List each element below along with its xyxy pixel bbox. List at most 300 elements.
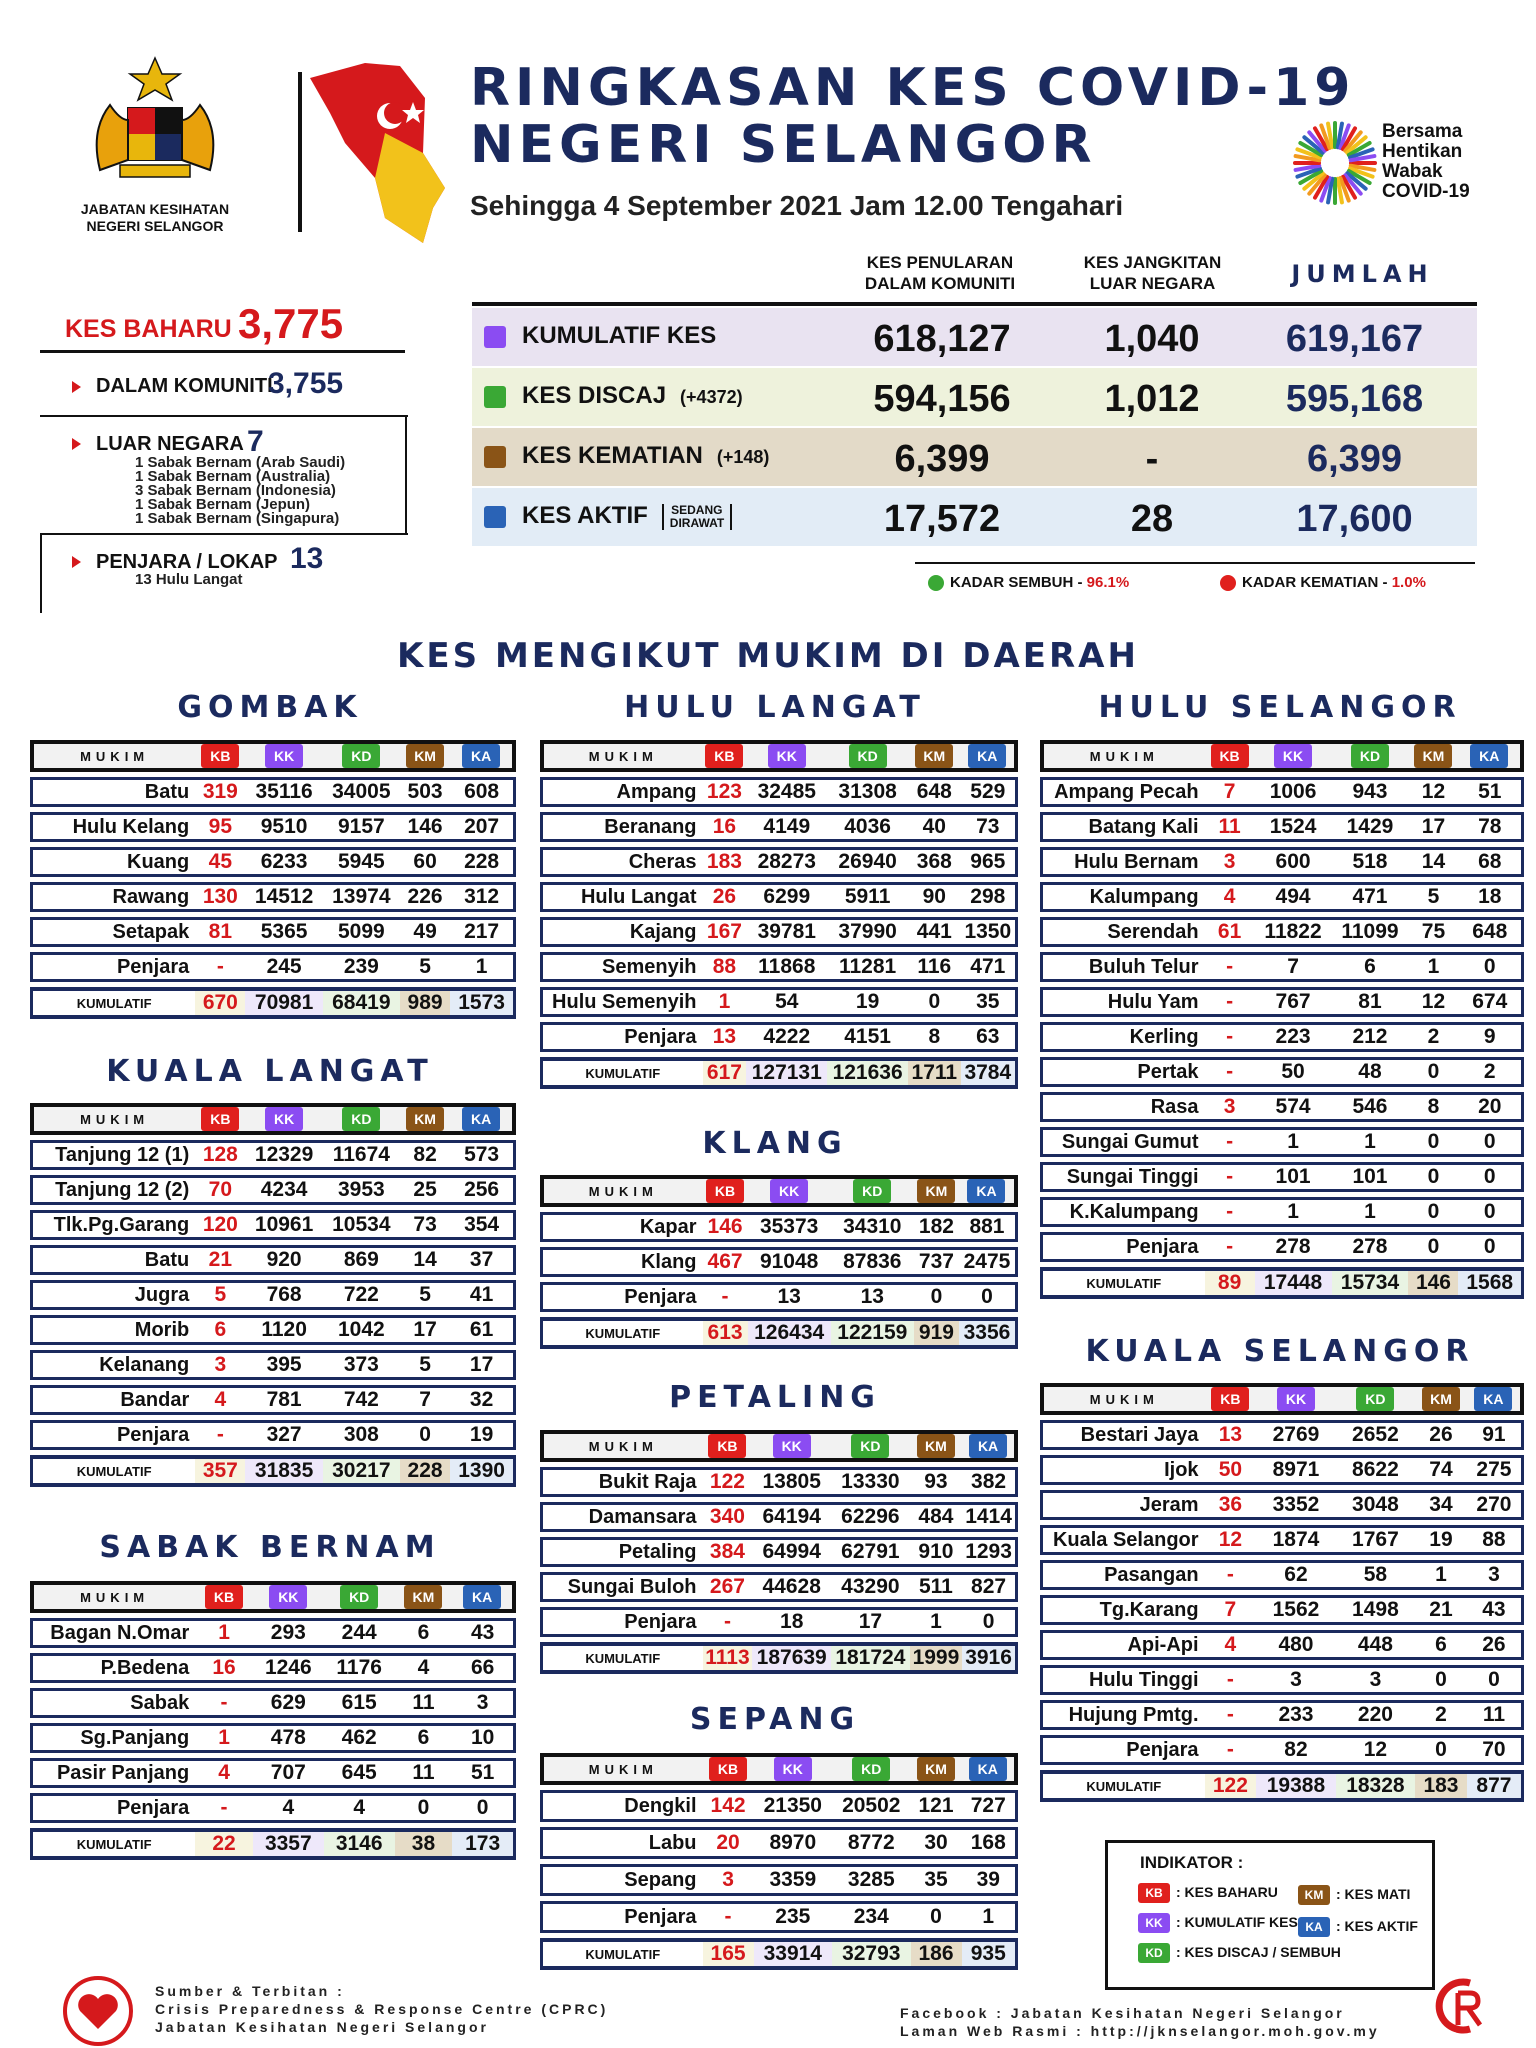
cell-kb: 319	[195, 777, 245, 807]
cell-kk: 4222	[746, 1022, 827, 1052]
cell-kk: 62	[1256, 1560, 1335, 1590]
table-row	[540, 1901, 1018, 1933]
header-ka: KA	[452, 1581, 516, 1613]
mukim-name: Morib	[30, 1315, 195, 1345]
total-row	[540, 1938, 1018, 1970]
mukim-name: Kerling	[1040, 1022, 1205, 1052]
cell-kb: 340	[703, 1502, 753, 1532]
table-row	[540, 987, 1018, 1017]
mukim-name: Tanjung 12 (2)	[30, 1175, 195, 1205]
cell-kk: 767	[1255, 987, 1332, 1017]
cell-km: 0	[1415, 1735, 1467, 1765]
cell-km: 93	[910, 1467, 962, 1497]
cell-kb: 3	[195, 1350, 245, 1380]
cell-kk: 3359	[754, 1864, 832, 1896]
cell-kd: 1176	[324, 1653, 395, 1683]
cell-km: 503	[400, 777, 450, 807]
mukim-name: Kelanang	[30, 1350, 195, 1380]
cell-ka: 11	[1467, 1700, 1524, 1730]
cell-kd: 943	[1332, 777, 1409, 807]
table-row	[1040, 1420, 1524, 1450]
imported-detail: 1 Sabak Bernam (Australia)	[135, 468, 331, 485]
table-row	[540, 882, 1018, 912]
website-link[interactable]: Laman Web Rasmi : http://jknselangor.moh.gov.my	[900, 2023, 1380, 2039]
table-row	[540, 1282, 1018, 1312]
cell-kk: 245	[245, 952, 322, 982]
cell-kb: 5	[195, 1280, 245, 1310]
district-table-sabak-bernam	[30, 1576, 516, 1865]
table-row	[1040, 1057, 1524, 1087]
header-mukim: MUKIM	[540, 1753, 703, 1785]
cell-kb: 4	[195, 1385, 245, 1415]
district-name-hulu-langat: HULU LANGAT	[624, 690, 926, 725]
cell-km: 0	[1408, 1197, 1458, 1227]
cell-kb: -	[1205, 1735, 1257, 1765]
total-ka: 1568	[1458, 1267, 1524, 1299]
district-table-kuala-langat	[30, 1098, 516, 1492]
summary-imported-value: 1,040	[1104, 318, 1200, 360]
header-mukim: MUKIM	[30, 740, 195, 772]
header-kd: KD	[323, 740, 400, 772]
total-kb: 122	[1205, 1770, 1257, 1802]
cell-km: 5	[400, 1350, 450, 1380]
cell-ka: 51	[452, 1758, 516, 1788]
mukim-name: Rasa	[1040, 1092, 1205, 1122]
cell-kd: 239	[323, 952, 400, 982]
cell-kb: 122	[703, 1467, 753, 1497]
cell-ka: 0	[1458, 1197, 1524, 1227]
cell-km: 7	[400, 1385, 450, 1415]
imported-detail: 3 Sabak Bernam (Indonesia)	[135, 482, 336, 499]
cell-kb: -	[195, 1793, 253, 1823]
table-row	[30, 1758, 516, 1788]
cell-ka: 827	[962, 1572, 1018, 1602]
cell-kk: 91048	[748, 1247, 831, 1277]
prison-label: PENJARA / LOKAP	[96, 551, 278, 573]
mukim-name: Sungai Buloh	[540, 1572, 703, 1602]
header-kk: KK	[1256, 1383, 1335, 1415]
cell-kb: 45	[195, 847, 245, 877]
mukim-name: Bestari Jaya	[1040, 1420, 1205, 1450]
cell-ka: 1350	[961, 917, 1018, 947]
cell-kb: -	[1205, 1022, 1255, 1052]
cell-kd: 13	[831, 1282, 914, 1312]
header-km: KM	[914, 1175, 959, 1207]
mukim-name: Beranang	[540, 812, 703, 842]
mukim-name: Sungai Gumut	[1040, 1127, 1205, 1157]
bullet-icon	[72, 438, 81, 450]
cell-kk: 18	[752, 1607, 831, 1637]
cell-ka: 2	[1458, 1057, 1524, 1087]
cell-kd: 6	[1332, 952, 1409, 982]
cell-kb: 7	[1205, 777, 1255, 807]
total-row	[540, 1057, 1018, 1089]
cell-kk: 1562	[1256, 1595, 1335, 1625]
death-rate-value: 1.0%	[1391, 574, 1426, 591]
legend-text: : KES MATI	[1336, 1886, 1411, 1902]
table-row	[540, 1864, 1018, 1896]
cell-kd: 1	[1332, 1197, 1409, 1227]
recovery-rate: KADAR SEMBUH - 96.1%	[950, 574, 1130, 591]
category-square-icon	[484, 506, 506, 528]
cell-km: 146	[400, 812, 450, 842]
facebook-link[interactable]: Facebook : Jabatan Kesihatan Negeri Selangor	[900, 2005, 1345, 2021]
legend	[1105, 1840, 1435, 1990]
cell-km: 0	[914, 1282, 959, 1312]
cell-km: 8	[908, 1022, 961, 1052]
district-name-sabak-bernam: SABAK BERNAM	[99, 1530, 441, 1565]
cell-km: 4	[395, 1653, 453, 1683]
cell-km: 21	[1415, 1595, 1467, 1625]
header-kk: KK	[245, 740, 322, 772]
mukim-name: Bandar	[30, 1385, 195, 1415]
cell-kb: 81	[195, 917, 245, 947]
total-km: 1711	[908, 1057, 961, 1089]
cell-kd: 87836	[831, 1247, 914, 1277]
cell-kb: 4	[1205, 882, 1255, 912]
summary-community-value: 618,127	[873, 318, 1011, 360]
table-row	[30, 1175, 516, 1205]
cell-kk: 6299	[746, 882, 827, 912]
cell-kd: 5911	[827, 882, 908, 912]
cell-km: 910	[910, 1537, 962, 1567]
header-kb: KB	[703, 1175, 748, 1207]
mukim-name: Ampang	[540, 777, 703, 807]
table-row	[30, 847, 516, 877]
table-row	[540, 1467, 1018, 1497]
mukim-name: P.Bedena	[30, 1653, 195, 1683]
cell-kd: 13974	[323, 882, 400, 912]
mukim-name: Kuala Selangor	[1040, 1525, 1205, 1555]
cell-kb: 3	[1205, 847, 1255, 877]
header-kd: KD	[1336, 1383, 1415, 1415]
cell-kd: 869	[323, 1245, 400, 1275]
death-dot-icon	[1220, 575, 1236, 591]
department-name: JABATAN KESIHATAN NEGERI SELANGOR	[80, 201, 230, 234]
cell-km: 34	[1415, 1490, 1467, 1520]
cell-kk: 54	[746, 987, 827, 1017]
header-kk: KK	[754, 1753, 832, 1785]
table-row	[540, 1502, 1018, 1532]
cell-ka: 63	[961, 1022, 1018, 1052]
cell-kk: 14512	[245, 882, 322, 912]
total-kk: 187639	[752, 1642, 831, 1674]
cell-kk: 4	[253, 1793, 324, 1823]
cell-kd: 58	[1336, 1560, 1415, 1590]
legend-text: : KUMULATIF KES	[1176, 1914, 1298, 1930]
cell-kd: 101	[1332, 1162, 1409, 1192]
report-date: Sehingga 4 September 2021 Jam 12.00 Tengahari	[470, 190, 1124, 221]
cell-ka: 608	[450, 777, 516, 807]
legend-tag: KA	[1298, 1917, 1330, 1937]
mukim-name: Sg.Panjang	[30, 1723, 195, 1753]
table-row	[1040, 847, 1524, 877]
page-title: RINGKASAN KES COVID-19	[470, 58, 1356, 118]
mukim-name: Penjara	[540, 1607, 703, 1637]
summary-row-extra: (+148)	[716, 447, 770, 467]
cell-km: 60	[400, 847, 450, 877]
cell-kd: 448	[1336, 1630, 1415, 1660]
cell-km: 1	[910, 1607, 962, 1637]
cell-kk: 2769	[1256, 1420, 1335, 1450]
cell-ka: 0	[1458, 1127, 1524, 1157]
table-row	[1040, 1525, 1524, 1555]
total-row	[540, 1317, 1018, 1349]
table-row	[30, 1350, 516, 1380]
imported-value: 7	[247, 425, 264, 458]
table-row	[30, 1315, 516, 1345]
table-row	[1040, 1665, 1524, 1695]
sunburst-icon	[1290, 118, 1380, 208]
cell-kd: 742	[323, 1385, 400, 1415]
cell-kb: 4	[195, 1758, 253, 1788]
cell-ka: 0	[1467, 1665, 1524, 1695]
cell-kd: 3953	[323, 1175, 400, 1205]
cell-kk: 35373	[748, 1212, 831, 1242]
cell-kb: -	[195, 952, 245, 982]
cell-km: 14	[1408, 847, 1458, 877]
cell-kb: -	[1205, 1232, 1255, 1262]
header-kd: KD	[323, 1103, 400, 1135]
cell-kb: 12	[1205, 1525, 1257, 1555]
cell-kk: 50	[1255, 1057, 1332, 1087]
mukim-name: Serendah	[1040, 917, 1205, 947]
mukim-name: Bukit Raja	[540, 1467, 703, 1497]
legend-item-ka	[1298, 1917, 1418, 1937]
cell-ka: 312	[450, 882, 516, 912]
summary-row	[472, 368, 1477, 426]
cell-km: 0	[911, 1901, 962, 1933]
total-kb: 357	[195, 1455, 245, 1487]
cell-kd: 62296	[831, 1502, 910, 1532]
cell-km: 182	[914, 1212, 959, 1242]
imported-label: LUAR NEGARA	[96, 433, 244, 455]
cell-kk: 1006	[1255, 777, 1332, 807]
cell-kk: 44628	[752, 1572, 831, 1602]
cell-kb: 13	[703, 1022, 747, 1052]
cell-km: 1	[1408, 952, 1458, 982]
cell-ka: 471	[961, 952, 1018, 982]
campaign-line: Wabak	[1382, 161, 1443, 182]
summary-total-value: 619,167	[1285, 318, 1424, 360]
cell-kk: 1	[1255, 1197, 1332, 1227]
header-kk: KK	[253, 1581, 324, 1613]
cell-kd: 19	[827, 987, 908, 1017]
cell-km: 17	[400, 1315, 450, 1345]
mukim-name: Bagan N.Omar	[30, 1618, 195, 1648]
total-kb: 22	[195, 1828, 253, 1860]
cell-ka: 1	[450, 952, 516, 982]
cell-kk: 707	[253, 1758, 324, 1788]
cell-kk: 768	[245, 1280, 322, 1310]
cell-km: 30	[911, 1827, 962, 1859]
cell-km: 35	[911, 1864, 962, 1896]
cell-km: 648	[908, 777, 961, 807]
cell-ka: 0	[962, 1607, 1018, 1637]
new-cases-label: KES BAHARU	[65, 315, 232, 343]
community-value: 3,755	[268, 367, 344, 400]
cell-kd: 4036	[827, 812, 908, 842]
cell-kd: 5945	[323, 847, 400, 877]
cell-kk: 13	[748, 1282, 831, 1312]
total-kk: 70981	[245, 987, 322, 1019]
cell-kd: 62791	[831, 1537, 910, 1567]
header-kb: KB	[195, 1581, 253, 1613]
header-km: KM	[400, 1103, 450, 1135]
legend-tag: KM	[1298, 1885, 1330, 1905]
mukim-name: Labu	[540, 1827, 703, 1859]
total-kk: 126434	[748, 1317, 831, 1349]
cell-kd: 212	[1332, 1022, 1409, 1052]
total-ka: 173	[452, 1828, 516, 1860]
mukim-name: Cheras	[540, 847, 703, 877]
table-row	[1040, 812, 1524, 842]
mukim-name: Buluh Telur	[1040, 952, 1205, 982]
cell-kd: 518	[1332, 847, 1409, 877]
cell-km: 49	[400, 917, 450, 947]
total-kk: 17448	[1255, 1267, 1332, 1299]
cell-ka: 26	[1467, 1630, 1524, 1660]
cell-kk: 3	[1256, 1665, 1335, 1695]
cell-kb: 467	[703, 1247, 748, 1277]
cell-kb: -	[1205, 1560, 1257, 1590]
mukim-name: Petaling	[540, 1537, 703, 1567]
header-ka: KA	[961, 740, 1018, 772]
cell-ka: 91	[1467, 1420, 1524, 1450]
cell-km: 25	[400, 1175, 450, 1205]
total-kk: 127131	[746, 1057, 827, 1089]
mukim-name: Kapar	[540, 1212, 703, 1242]
cell-ka: 73	[961, 812, 1018, 842]
legend-tag: KB	[1138, 1883, 1170, 1903]
header-kk: KK	[1255, 740, 1332, 772]
district-name-petaling: PETALING	[669, 1380, 881, 1415]
cell-kd: 37990	[827, 917, 908, 947]
header-kd: KD	[831, 1430, 910, 1462]
cell-kd: 373	[323, 1350, 400, 1380]
cell-kk: 7	[1255, 952, 1332, 982]
cell-km: 14	[400, 1245, 450, 1275]
cell-kd: 4151	[827, 1022, 908, 1052]
cell-km: 0	[1408, 1127, 1458, 1157]
cell-ka: 70	[1467, 1735, 1524, 1765]
total-km: 186	[911, 1938, 962, 1970]
selangor-map-icon	[305, 58, 485, 243]
legend-text: : KES DISCAJ / SEMBUH	[1176, 1944, 1341, 1960]
total-kb: 613	[703, 1317, 748, 1349]
header-kb: KB	[1205, 740, 1255, 772]
header-km: KM	[908, 740, 961, 772]
table-row	[1040, 777, 1524, 807]
cell-ka: 61	[450, 1315, 516, 1345]
table-row	[30, 1385, 516, 1415]
cell-kb: 21	[195, 1245, 245, 1275]
table-row	[540, 1537, 1018, 1567]
total-kd: 32793	[832, 1938, 910, 1970]
rate-rule	[915, 562, 1475, 564]
mukim-name: Dengkil	[540, 1790, 703, 1822]
mukim-name: Batu	[30, 777, 195, 807]
summary-community-value: 594,156	[873, 378, 1011, 420]
header-km: KM	[1415, 1383, 1467, 1415]
table-row	[30, 777, 516, 807]
cell-kd: 471	[1332, 882, 1409, 912]
cell-ka: 727	[962, 1790, 1018, 1822]
header-ka: KA	[1458, 740, 1524, 772]
cell-kk: 920	[245, 1245, 322, 1275]
cell-kb: 3	[1205, 1092, 1255, 1122]
cell-kb: 4	[1205, 1630, 1257, 1660]
table-row	[540, 1022, 1018, 1052]
total-kd: 30217	[323, 1455, 400, 1487]
cell-kk: 8971	[1256, 1455, 1335, 1485]
mukim-name: Api-Api	[1040, 1630, 1205, 1660]
cell-kk: 223	[1255, 1022, 1332, 1052]
cell-ka: 270	[1467, 1490, 1524, 1520]
cell-kd: 1	[1332, 1127, 1409, 1157]
col-header-total: JUMLAH	[1291, 260, 1434, 288]
col-header-imported: KES JANGKITAN LUAR NEGARA	[1083, 253, 1222, 293]
cell-kb: 95	[195, 812, 245, 842]
header-ka: KA	[962, 1430, 1018, 1462]
cell-ka: 0	[1458, 1162, 1524, 1192]
legend-text: : KES AKTIF	[1336, 1918, 1418, 1934]
cell-kd: 1042	[323, 1315, 400, 1345]
cell-kb: 36	[1205, 1490, 1257, 1520]
cell-ka: 1	[962, 1901, 1018, 1933]
cell-kk: 32485	[746, 777, 827, 807]
cell-km: 0	[1415, 1665, 1467, 1695]
total-km: 146	[1408, 1267, 1458, 1299]
total-row	[30, 1455, 516, 1487]
total-km: 989	[400, 987, 450, 1019]
mukim-name: Penjara	[540, 1282, 703, 1312]
cell-km: 5	[400, 1280, 450, 1310]
cell-ka: 32	[450, 1385, 516, 1415]
summary-row-label: KES DISCAJ (+4372)	[522, 382, 743, 409]
mukim-name: Damansara	[540, 1502, 703, 1532]
mukim-name: Tanjung 12 (1)	[30, 1140, 195, 1170]
imported-detail: 1 Sabak Bernam (Jepun)	[135, 496, 311, 513]
table-row	[30, 1280, 516, 1310]
mukim-name: Ampang Pecah	[1040, 777, 1205, 807]
total-ka: 935	[962, 1938, 1018, 1970]
cell-kk: 35116	[245, 777, 322, 807]
header-mukim: MUKIM	[540, 1430, 703, 1462]
header-kk: KK	[746, 740, 827, 772]
header-kd: KD	[831, 1175, 914, 1207]
prison-detail: 13 Hulu Langat	[135, 571, 243, 588]
bullet-icon	[72, 381, 81, 393]
cell-kk: 478	[253, 1723, 324, 1753]
cell-kb: -	[703, 1282, 748, 1312]
cell-ka: 51	[1458, 777, 1524, 807]
total-kk: 3357	[253, 1828, 324, 1860]
mukim-name: Sepang	[540, 1864, 703, 1896]
total-ka: 3356	[959, 1317, 1018, 1349]
summary-row-label: KES KEMATIAN (+148)	[522, 442, 770, 469]
footer-contact	[900, 2004, 1380, 2040]
health-promotion-logo-icon	[62, 1975, 134, 2047]
cell-km: 74	[1415, 1455, 1467, 1485]
cell-km: 12	[1408, 777, 1458, 807]
campaign-logo	[1290, 118, 1520, 208]
table-row	[1040, 1197, 1524, 1227]
cell-ka: 17	[450, 1350, 516, 1380]
prison-box-left	[40, 533, 42, 613]
cell-km: 8	[1408, 1092, 1458, 1122]
cell-ka: 88	[1467, 1525, 1524, 1555]
